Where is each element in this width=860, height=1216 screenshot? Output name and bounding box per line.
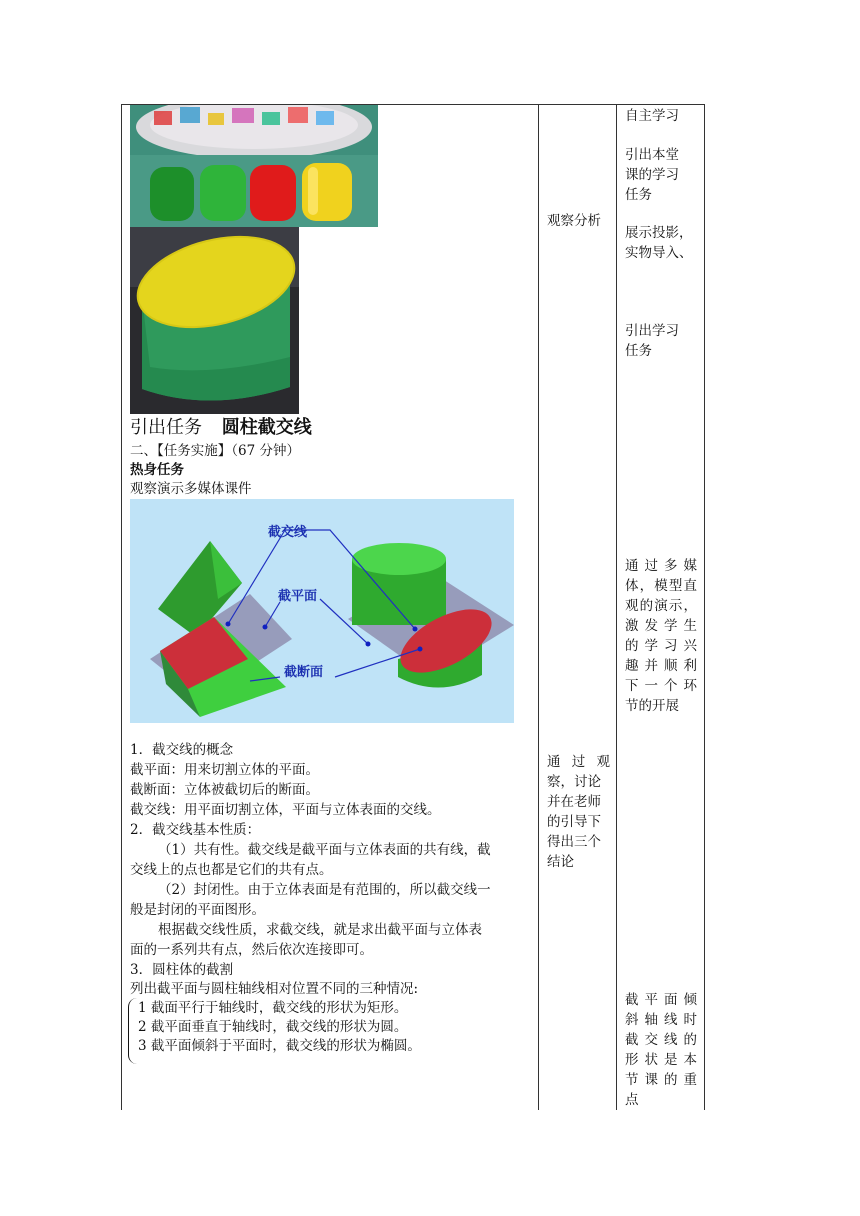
property-2a: （2）封闭性。由于立体表面是有范围的，所以截交线一 bbox=[158, 882, 491, 898]
col3-line: 观的演示， bbox=[625, 598, 697, 614]
concept-title: 1．截交线的概念 bbox=[130, 742, 234, 758]
plasticine-photo bbox=[130, 105, 378, 227]
col3-projection bbox=[625, 223, 700, 263]
col3-line: 引出学习 bbox=[625, 323, 679, 339]
cases-brace bbox=[128, 998, 137, 1064]
table-col-divider-2 bbox=[616, 104, 617, 1110]
property-1a: （1）共有性。截交线是截平面与立体表面的共有线，截 bbox=[158, 842, 491, 858]
col3-line: 截交线的 bbox=[625, 1032, 697, 1048]
properties-title: 2．截交线基本性质： bbox=[130, 822, 261, 838]
col3-line: 引出本堂 bbox=[625, 147, 679, 163]
table-col-divider-1 bbox=[538, 104, 539, 1110]
label-cut-plane: 截平面 bbox=[278, 589, 318, 604]
col2-discuss-line: 的引导下 bbox=[547, 814, 601, 830]
col3-key-point bbox=[625, 990, 697, 1110]
col3-line: 趣并顺利 bbox=[625, 658, 697, 674]
col3-line: 通过多媒 bbox=[625, 558, 697, 574]
section-heading: 二、【任务实施】（67 分钟） bbox=[130, 443, 300, 459]
label-cut-section: 截断面 bbox=[284, 665, 324, 680]
table-left-border bbox=[121, 104, 122, 1110]
label-intersection-line: 截交线 bbox=[268, 525, 308, 540]
col3-line: 下一个环 bbox=[625, 678, 697, 694]
col3-line: 任务 bbox=[625, 343, 652, 359]
table-right-border bbox=[704, 104, 705, 1110]
task-intro-prefix: 引出任务 bbox=[130, 417, 202, 438]
col3-line: 节的开展 bbox=[625, 698, 679, 714]
col3-line: 任务 bbox=[625, 187, 652, 203]
col2-discuss-line: 察，讨论 bbox=[547, 774, 601, 790]
col2-discuss-line: 通 过 观 bbox=[547, 754, 610, 770]
col2-observe: 观察分析 bbox=[547, 213, 601, 229]
col2-discuss bbox=[547, 752, 610, 872]
warmup-title: 热身任务 bbox=[130, 462, 184, 478]
col3-multimedia bbox=[625, 556, 697, 716]
cylinder-cut-intro: 列出截平面与圆柱轴线相对位置不同的三种情况: bbox=[130, 981, 419, 997]
col3-line: 形状是本 bbox=[625, 1052, 697, 1068]
case-1: 1 截面平行于轴线时，截交线的形状为矩形。 bbox=[138, 1000, 408, 1016]
case-3: 3 截平面倾斜于平面时，截交线的形状为椭圆。 bbox=[138, 1038, 421, 1054]
col3-line: 实物导入、 bbox=[625, 245, 693, 261]
concept-line-1: 截平面：用来切割立体的平面。 bbox=[130, 762, 319, 778]
col3-self-study: 自主学习 bbox=[625, 108, 679, 124]
col2-discuss-line: 结论 bbox=[547, 854, 574, 870]
cylinder-top bbox=[352, 543, 446, 575]
col3-line: 斜轴线时 bbox=[625, 1012, 697, 1028]
col2-discuss-line: 并在老师 bbox=[547, 794, 601, 810]
col3-line: 展示投影， bbox=[625, 225, 693, 241]
section-diagram bbox=[130, 499, 514, 723]
col3-line: 的学习兴 bbox=[625, 638, 697, 654]
col3-line: 节课的重 bbox=[625, 1072, 697, 1088]
col3-line: 课的学习 bbox=[625, 167, 679, 183]
col3-line: 体，模型直 bbox=[625, 578, 697, 594]
col3-lead-study bbox=[625, 321, 695, 361]
task-intro bbox=[130, 416, 312, 440]
cylinder-cut-title: 3．圆柱体的截割 bbox=[130, 962, 234, 978]
concept-line-2: 截断面：立体被截切后的断面。 bbox=[130, 782, 319, 798]
warmup-desc: 观察演示多媒体课件 bbox=[130, 481, 252, 497]
cut-cylinder-photo bbox=[130, 227, 299, 414]
property-1b: 交线上的点也都是它们的共有点。 bbox=[130, 862, 333, 878]
col3-line: 截平面倾 bbox=[625, 992, 697, 1008]
case-2: 2 截平面垂直于轴线时，截交线的形状为圆。 bbox=[138, 1019, 408, 1035]
property-3b: 面的一系列共有点，然后依次连接即可。 bbox=[130, 942, 373, 958]
col3-line: 点 bbox=[625, 1092, 639, 1108]
property-2b: 般是封闭的平面图形。 bbox=[130, 902, 265, 918]
concept-line-3: 截交线：用平面切割立体，平面与立体表面的交线。 bbox=[130, 802, 441, 818]
property-3a: 根据截交线性质，求截交线，就是求出截平面与立体表 bbox=[158, 922, 482, 938]
col2-discuss-line: 得出三个 bbox=[547, 834, 601, 850]
task-intro-title: 圆柱截交线 bbox=[221, 417, 312, 438]
col3-line: 激发学生 bbox=[625, 618, 697, 634]
col3-lead-task bbox=[625, 145, 695, 205]
